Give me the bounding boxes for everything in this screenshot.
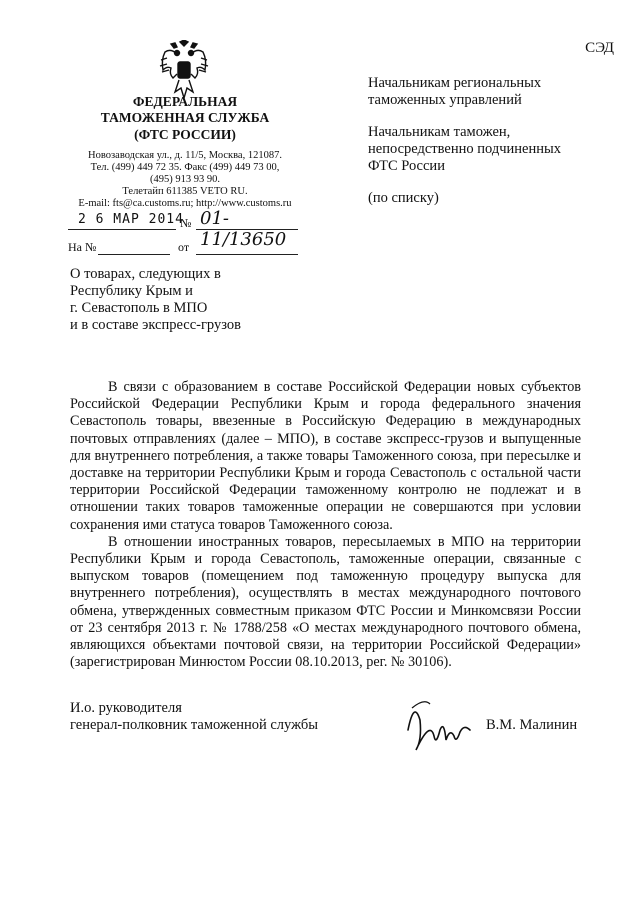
reference-number-label: На № [68, 240, 97, 254]
signatory-title-2: генерал-полковник таможенной службы [70, 717, 319, 733]
reference-line [68, 238, 298, 256]
reference-from-underline [196, 254, 298, 255]
subject-line4: и в составе экспресс-грузов [70, 317, 241, 333]
address-phone-2: (495) 913 93 90. [150, 174, 220, 185]
recipient-list-note: (по списку) [368, 190, 439, 206]
registration-number: 01-11/13650 [200, 208, 287, 250]
agency-name-line1: ФЕДЕРАЛЬНАЯ [132, 94, 238, 109]
subject-line2: Республику Крым и [70, 283, 193, 299]
recipient-2-line1: Начальникам таможен, [368, 124, 511, 140]
signatory-title-1: И.о. руководителя [70, 700, 182, 716]
agency-abbrev: (ФТС РОССИИ) [134, 127, 236, 142]
subject-block [70, 266, 280, 334]
number-sign: № [180, 216, 192, 230]
coat-of-arms-emblem [157, 40, 211, 100]
number-underline [196, 229, 298, 230]
reference-number-underline [98, 254, 170, 255]
address-email: E-mail: fts@ca.customs.ru; http://www.customs.ru [78, 198, 292, 209]
agency-name-line2: ТАМОЖЕННАЯ СЛУЖБА [100, 110, 270, 125]
signatory-name: В.М. Малинин [486, 717, 578, 733]
address-teletype: Телетайп 611385 VETO RU. [122, 186, 248, 197]
subject-line1: О товарах, следующих в [70, 266, 221, 282]
subject-line3: г. Севастополь в МПО [70, 300, 208, 316]
recipient-2-line3: ФТС России [368, 158, 445, 174]
reference-from-label: от [178, 240, 190, 254]
body-paragraph-2: В отношении иностранных товаров, пересылаемых в МПО на территории Республики Крым и города Севастополь, таможенные операции, связанные с выпуском товаров (помещением под таможенную процедуру выпуска для внутреннего потребления), осуществлять в местах международного почтового обмена, утвержденных совместным приказом ФТС России и Минкомсвязи России от 23 сентября 2013 г. № 1788/258 «О местах международного почтового обмена, являющихся объектами почтовой связи, на территории Российской Федерации» (зарегистрирован Минюстом России 08.10.2013, рег. № 30106). [70, 533, 581, 671]
registration-date-stamp: 2 6 МАР 2014 [78, 212, 184, 227]
recipient-1-line2: таможенных управлений [368, 92, 522, 108]
handwritten-signature [400, 690, 480, 760]
body-text [70, 379, 581, 671]
document-marker: СЭД [585, 40, 614, 56]
address-line1: Новозаводская ул., д. 11/5, Москва, 121087. [88, 150, 282, 161]
date-underline [68, 229, 176, 230]
body-paragraph-1: В связи с образованием в составе Российской Федерации новых субъектов Российской Федерации Республики Крым и города федерального значения Севастополь товары, ввезенные в Российскую Федерацию в международных почтовых отправлениях (далее – МПО), в составе экспресс-грузов и выпущенные для внутреннего потребления, а также товары Таможенного союза, при пересылке и доставке на территории Республики Крым и города Севастополь с остальной части территории Российской Федерации таможенному контролю не подлежат и в отношении таких товаров таможенные операции не совершаются при условии сохранения ими статуса товаров Таможенного союза. [70, 379, 581, 533]
address-phone: Тел. (499) 449 72 35. Факс (499) 449 73 00, [90, 162, 280, 173]
recipient-1-line1: Начальникам региональных [368, 75, 542, 91]
recipient-2-line2: непосредственно подчиненных [368, 141, 561, 157]
